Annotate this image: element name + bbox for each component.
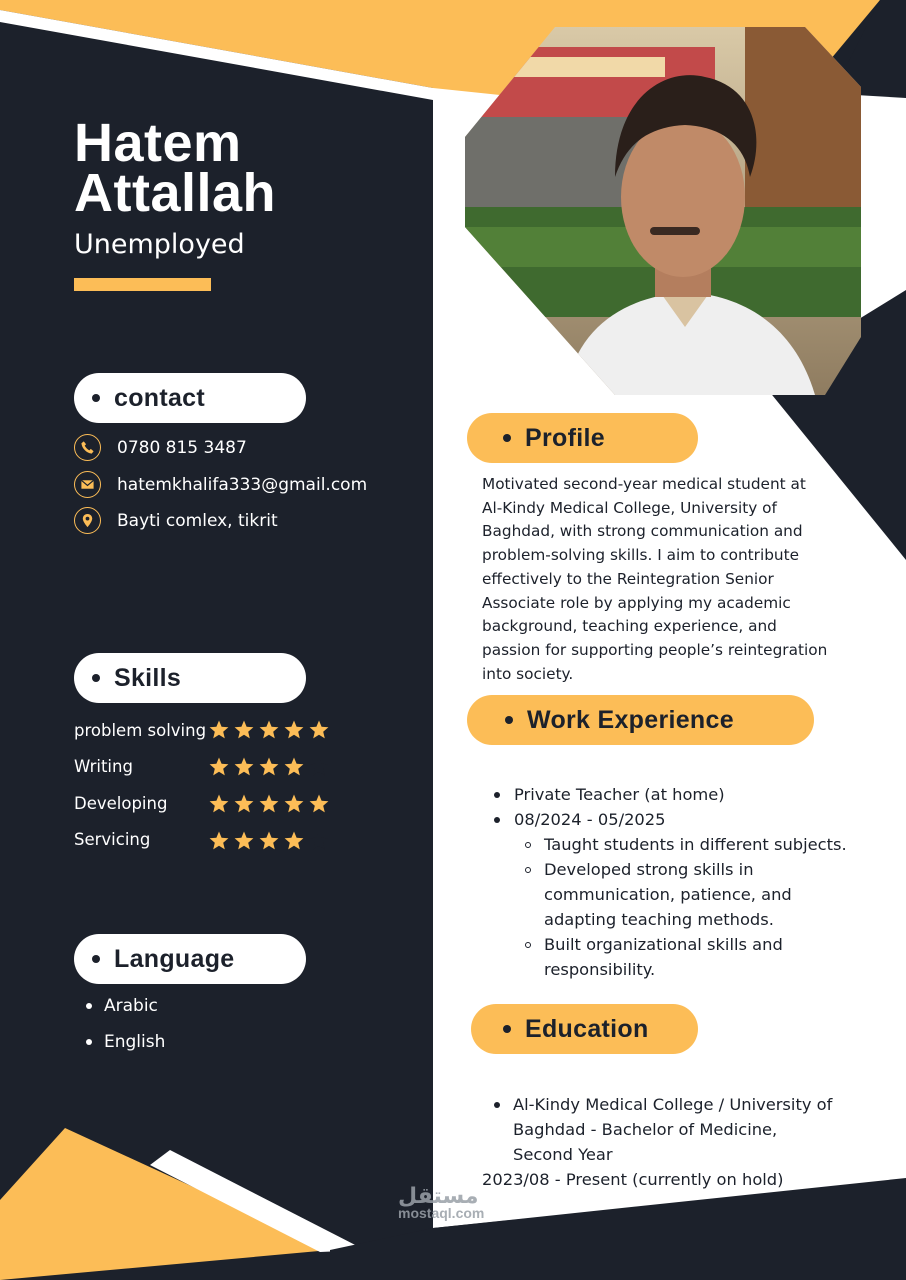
star-filled-icon: [283, 719, 305, 741]
first-name: Hatem: [74, 113, 242, 173]
education-period: 2023/08 - Present (currently on hold): [482, 1170, 784, 1189]
work-experience-heading: Work Experience: [467, 695, 814, 745]
skill-rating: [208, 719, 330, 741]
star-filled-icon: [283, 793, 305, 815]
star-filled-icon: [208, 719, 230, 741]
full-name: [74, 113, 277, 223]
star-filled-icon: [283, 830, 305, 852]
star-filled-icon: [233, 719, 255, 741]
job-detail: Taught students in different subjects.: [482, 832, 862, 857]
language-item: Arabic: [86, 996, 158, 1016]
skill-name: Servicing: [74, 830, 151, 849]
education-details: [482, 1092, 872, 1192]
star-filled-icon: [208, 756, 230, 778]
star-filled-icon: [233, 756, 255, 778]
bullet-dot: [503, 434, 511, 442]
address-text: Bayti comlex, tikrit: [117, 510, 278, 531]
profile-summary: Motivated second-year medical student at Al-Kindy Medical College, University of Baghdad, with strong communication and problem-solving skills. I aim to contribute effectively to the Reintegration Senior Associate role by applying my academic background, teaching experience, and passion for supporting people’s reintegration into society.: [482, 475, 828, 683]
job-dates: 08/2024 - 05/2025: [482, 807, 862, 832]
bullet-dot: [503, 1025, 511, 1033]
job-detail: Developed strong skills in communication, patience, and adapting teaching methods.: [482, 857, 862, 932]
bullet-dot: [92, 955, 100, 963]
bullet-dot: [494, 1102, 500, 1108]
bullet-dot: [86, 1003, 92, 1009]
contact-email: [74, 471, 367, 498]
bullet-dot: [494, 817, 500, 823]
watermark-text: mostaql.com: [398, 1205, 485, 1221]
skill-name: Developing: [74, 794, 168, 813]
watermark-arabic: مستقل: [398, 1184, 479, 1209]
star-filled-icon: [308, 719, 330, 741]
star-empty-icon: [308, 756, 330, 778]
skill-name: problem solving: [74, 721, 207, 740]
skill-name: Writing: [74, 757, 133, 776]
job-title: Private Teacher (at home): [482, 782, 862, 807]
job-detail: Built organizational skills and responsibility.: [482, 932, 862, 982]
contact-heading: contact: [74, 373, 306, 423]
profile-heading: Profile: [467, 413, 698, 463]
bullet-dot: [505, 716, 513, 724]
job-status: Unemployed: [74, 229, 245, 260]
skill-rating: [208, 793, 330, 815]
bullet-dot: [86, 1039, 92, 1045]
bullet-circle: [525, 842, 531, 848]
education-heading: Education: [471, 1004, 698, 1054]
skill-rating: [208, 756, 330, 778]
contact-phone: [74, 434, 247, 461]
bullet-dot: [92, 674, 100, 682]
work-experience-list: [482, 782, 862, 982]
star-filled-icon: [258, 830, 280, 852]
bullet-circle: [525, 867, 531, 873]
star-empty-icon: [308, 830, 330, 852]
contact-address: [74, 507, 278, 534]
bullet-dot: [494, 792, 500, 798]
star-filled-icon: [258, 756, 280, 778]
star-filled-icon: [233, 793, 255, 815]
location-icon: [74, 507, 101, 534]
email-address: hatemkhalifa333@gmail.com: [117, 474, 368, 495]
phone-number: 0780 815 3487: [117, 437, 247, 458]
name-underline: [74, 278, 211, 291]
star-filled-icon: [283, 756, 305, 778]
star-filled-icon: [233, 830, 255, 852]
skill-rating: [208, 830, 330, 852]
star-filled-icon: [258, 793, 280, 815]
bullet-circle: [525, 942, 531, 948]
star-filled-icon: [308, 793, 330, 815]
phone-icon: [74, 434, 101, 461]
bullet-dot: [92, 394, 100, 402]
star-filled-icon: [258, 719, 280, 741]
star-filled-icon: [208, 793, 230, 815]
profile-photo: [465, 27, 861, 395]
language-item: English: [86, 1032, 165, 1052]
mail-icon: [74, 471, 101, 498]
language-heading: Language: [74, 934, 306, 984]
education-entry: Al-Kindy Medical College / University of Baghdad - Bachelor of Medicine, Second Year: [482, 1092, 872, 1167]
skills-heading: Skills: [74, 653, 306, 703]
last-name: Attallah: [74, 163, 277, 223]
star-filled-icon: [208, 830, 230, 852]
